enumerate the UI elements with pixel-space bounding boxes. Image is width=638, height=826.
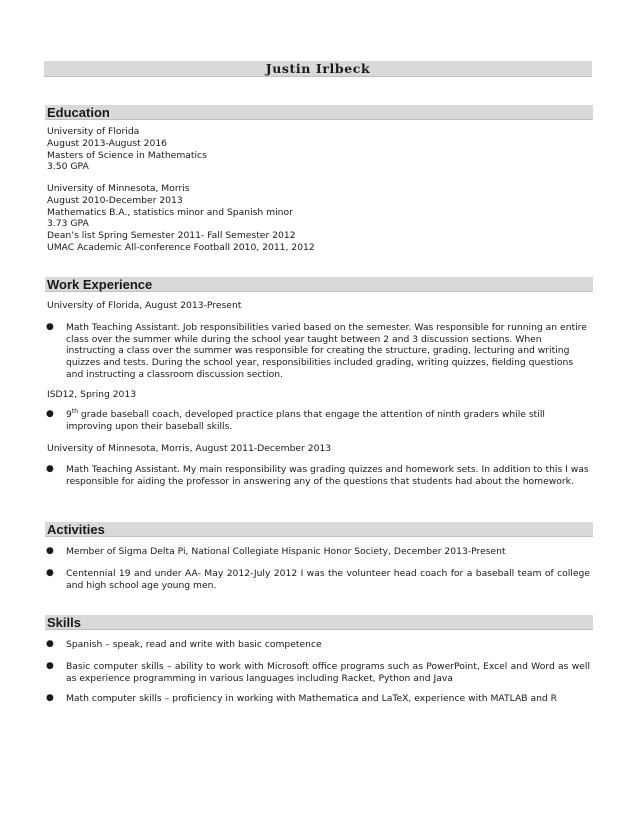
activities-heading: Activities [45, 522, 593, 537]
job1-description: Math Teaching Assistant. Job responsibilities varied based on the semester. Was responsible for running an entire class over the summer while during the school year taught between 2 and 3 discussion sections. When instructing a class over the summer was responsible for creating the structure, grading, lecturing and writing quizzes and tests. During the school year, responsibilities included grading, writing quizzes, fielding questions and instructing a classroom discussion section. [66, 322, 587, 380]
skills-heading: Skills [45, 615, 593, 630]
school2-gpa: 3.73 GPA [47, 218, 89, 229]
job3-description: Math Teaching Assistant. My main responsibility was grading quizzes and homework sets. In addition to this I was responsible for aiding the professor in answering any of the questions that students had about the homework. [66, 464, 589, 487]
education-heading: Education [45, 105, 593, 120]
bullet-icon: ● [46, 693, 54, 703]
school2-dates: August 2010-December 2013 [47, 195, 183, 206]
job2-grade-suffix: th [71, 407, 79, 415]
work-heading: Work Experience [45, 277, 593, 292]
skill-item-2: Basic computer skills – ability to work with Microsoft office programs such as PowerPoint, Excel and Word as well as experience programming in various languages including Racket, Python and Java [66, 661, 590, 684]
activity-item-2: Centennial 19 and under AA- May 2012-July 2012 I was the volunteer head coach for a baseball team of college and high school age young men. [66, 568, 590, 591]
school1-gpa: 3.50 GPA [47, 161, 89, 172]
school2-deans-list: Dean’s list Spring Semester 2011- Fall Semester 2012 [47, 230, 296, 241]
job2-grade-number: 9 [66, 409, 72, 420]
bullet-icon: ● [46, 409, 54, 419]
skill-item-1: Spanish – speak, read and write with basic competence [66, 639, 322, 650]
job2-header: ISD12, Spring 2013 [47, 389, 137, 400]
skill-item-3: Math computer skills – proficiency in working with Mathematica and LaTeX, experience with MATLAB and R [66, 693, 558, 704]
bullet-icon: ● [46, 464, 54, 474]
bullet-icon: ● [46, 546, 54, 556]
bullet-icon: ● [46, 639, 54, 649]
bullet-icon: ● [46, 661, 54, 671]
school2-umac: UMAC Academic All-conference Football 2010, 2011, 2012 [47, 242, 315, 253]
school2-degree: Mathematics B.A., statistics minor and Spanish minor [47, 207, 293, 218]
job2-description [66, 409, 566, 432]
job1-header: University of Florida, August 2013-Present [47, 300, 242, 311]
school2-name: University of Minnesota, Morris [47, 183, 190, 194]
bullet-icon: ● [46, 322, 54, 332]
school1-degree: Masters of Science in Mathematics [47, 150, 207, 161]
school1-name: University of Florida [47, 126, 140, 137]
resume-name: Justin Irlbeck [44, 61, 592, 77]
school1-dates: August 2013-August 2016 [47, 138, 168, 149]
job3-header: University of Minnesota, Morris, August 2011-December 2013 [47, 443, 332, 454]
bullet-icon: ● [46, 568, 54, 578]
activity-item-1: Member of Sigma Delta Pi, National Collegiate Hispanic Honor Society, December 2013-Present [66, 546, 506, 557]
job2-description-rest: grade baseball coach, developed practice plans that engage the attention of ninth graders while still improving upon their baseball skills. [66, 409, 545, 432]
